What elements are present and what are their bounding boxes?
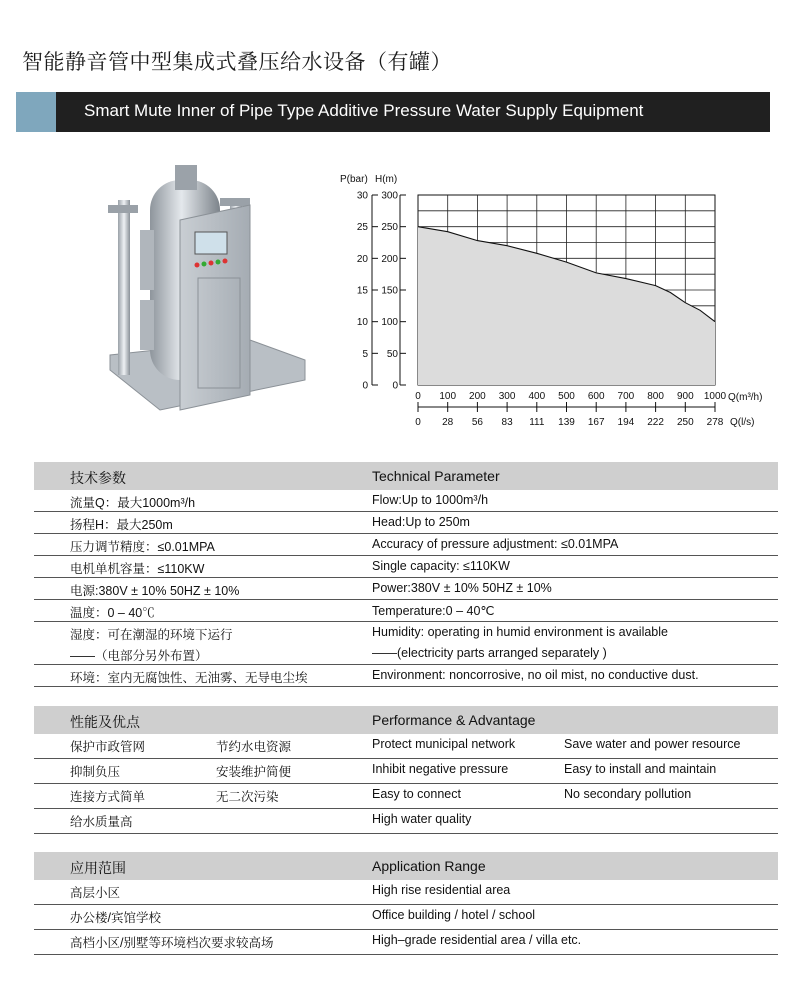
q-tick-label: 500: [558, 391, 575, 402]
table-row: [34, 759, 778, 784]
title-banner: [16, 92, 770, 132]
h-tick-label: 300: [381, 190, 398, 202]
row-zh: 高档小区/别墅等环境档次要求较高场: [70, 936, 274, 950]
table-row: [34, 880, 778, 905]
row-en: Inhibit negative pressure: [372, 762, 509, 776]
h-tick-label: 100: [381, 317, 398, 329]
table-row: [34, 578, 778, 600]
row-zh: 抑制负压: [70, 765, 121, 779]
lps-tick-label: 0: [415, 417, 421, 428]
performance-chart: [330, 170, 780, 440]
table-row: [34, 512, 778, 534]
row-zh: 连接方式简单: [70, 790, 146, 804]
lps-tick-label: 222: [647, 417, 664, 428]
lps-tick-label: 28: [442, 417, 454, 428]
x-axis-label-flow: Q(m³/h): [728, 392, 763, 403]
application-header: [34, 852, 778, 880]
row-zh: 湿度：可在潮湿的环境下运行: [70, 628, 233, 642]
h-tick-label: 0: [392, 380, 398, 392]
q-tick-label: 200: [469, 391, 486, 402]
table-row: [34, 600, 778, 622]
row-zh: ——（电部分另外布置）: [70, 649, 208, 663]
row-en: Flow:Up to 1000m³/h: [372, 493, 489, 507]
q-tick-label: 1000: [703, 391, 727, 402]
header-zh: 技术参数: [70, 470, 126, 486]
row-en: High rise residential area: [372, 883, 511, 897]
x-axis-label-lps: Q(l/s): [730, 417, 755, 428]
table-row: [34, 665, 778, 687]
row-en: Protect municipal network: [372, 737, 516, 751]
h-tick-label: 250: [381, 222, 398, 234]
row-en: Head:Up to 250m: [372, 515, 470, 529]
header-zh: 性能及优点: [70, 714, 140, 730]
q-tick-label: 800: [647, 391, 664, 402]
table-row: [34, 643, 778, 665]
header-en: Application Range: [372, 858, 486, 874]
row-zh: 扬程H：最大250m: [70, 518, 173, 532]
p-tick-label: 0: [362, 380, 368, 392]
row-zh: 办公楼/宾馆学校: [70, 911, 161, 925]
p-tick-label: 20: [356, 253, 368, 265]
table-row: [34, 556, 778, 578]
row-zh: 高层小区: [70, 886, 121, 900]
header-zh: 应用范围: [70, 860, 126, 876]
q-tick-label: 0: [415, 391, 421, 402]
p-tick-label: 25: [356, 222, 368, 234]
lps-tick-label: 111: [529, 417, 545, 428]
table-row: [34, 784, 778, 809]
h-tick-label: 150: [381, 285, 398, 297]
h-tick-label: 50: [386, 348, 398, 360]
application-section: [34, 852, 778, 955]
row-zh: 压力调节精度：≤0.01MPA: [70, 540, 215, 554]
row-en: High–grade residential area / villa etc.: [372, 933, 582, 947]
banner-accent: [16, 92, 56, 132]
row-zh: 电机单机容量：≤110KW: [70, 562, 205, 576]
row-en: Single capacity: ≤110KW: [372, 559, 510, 573]
row-zh-2: 安装维护简便: [216, 765, 292, 779]
p-tick-label: 5: [362, 348, 368, 360]
lps-tick-label: 194: [617, 417, 635, 428]
h-tick-label: 200: [381, 253, 398, 265]
row-en-2: Easy to install and maintain: [564, 762, 717, 776]
row-en: Humidity: operating in humid environment is available: [372, 625, 668, 639]
row-en: ——(electricity parts arranged separately ): [372, 646, 607, 660]
q-tick-label: 400: [528, 391, 546, 402]
y-axis-label-head: H(m): [375, 174, 398, 185]
row-en: Power:380V ± 10% 50HZ ± 10%: [372, 581, 552, 595]
q-tick-label: 700: [617, 391, 635, 402]
product-image: [100, 160, 310, 440]
row-en-2: No secondary pollution: [564, 787, 692, 801]
p-tick-label: 15: [356, 285, 368, 297]
lps-tick-label: 139: [558, 417, 575, 428]
row-en: Temperature:0 – 40℃: [372, 604, 495, 618]
table-row: [34, 905, 778, 930]
lps-tick-label: 250: [676, 417, 694, 428]
row-zh: 给水质量高: [70, 815, 133, 829]
table-row: [34, 930, 778, 955]
performance-section: [34, 706, 778, 834]
row-en: Office building / hotel / school: [372, 908, 536, 922]
q-tick-label: 100: [439, 391, 457, 402]
row-zh: 温度：0 – 40℃: [70, 606, 155, 620]
lps-tick-label: 278: [706, 417, 724, 428]
row-zh: 保护市政管网: [70, 740, 146, 754]
banner-title: Smart Mute Inner of Pipe Type Additive Pressure Water Supply Equipment: [84, 101, 644, 120]
table-row: [34, 534, 778, 556]
row-zh: 环境：室内无腐蚀性、无油雾、无导电尘埃: [70, 671, 308, 685]
performance-header: [34, 706, 778, 734]
header-en: Technical Parameter: [372, 468, 500, 484]
row-zh-2: 节约水电资源: [216, 740, 292, 754]
p-tick-label: 30: [356, 190, 368, 202]
row-en: Easy to connect: [372, 787, 461, 801]
lps-tick-label: 167: [587, 417, 605, 428]
lps-tick-label: 56: [471, 417, 483, 428]
technical-parameter-section: [34, 462, 778, 687]
row-en: High water quality: [372, 812, 472, 826]
row-zh: 电源:380V ± 10% 50HZ ± 10%: [70, 584, 240, 598]
table-row: [34, 734, 778, 759]
row-en: Accuracy of pressure adjustment: ≤0.01MPA: [372, 537, 619, 551]
row-en: Environment: noncorrosive, no oil mist, no conductive dust.: [372, 668, 699, 682]
technical-parameter-header: [34, 462, 778, 490]
table-row: [34, 490, 778, 512]
row-zh-2: 无二次污染: [216, 790, 279, 804]
table-row: [34, 622, 778, 643]
y-axis-label-pressure: P(bar): [340, 174, 368, 185]
p-tick-label: 10: [356, 317, 368, 329]
table-row: [34, 809, 778, 834]
q-tick-label: 300: [498, 391, 516, 402]
q-tick-label: 900: [676, 391, 694, 402]
row-zh: 流量Q：最大1000m³/h: [70, 496, 196, 510]
header-en: Performance & Advantage: [372, 712, 536, 728]
page-title-zh: 智能静音管中型集成式叠压给水设备（有罐）: [22, 50, 452, 74]
q-tick-label: 600: [587, 391, 605, 402]
lps-tick-label: 83: [501, 417, 513, 428]
row-en-2: Save water and power resource: [564, 737, 741, 751]
